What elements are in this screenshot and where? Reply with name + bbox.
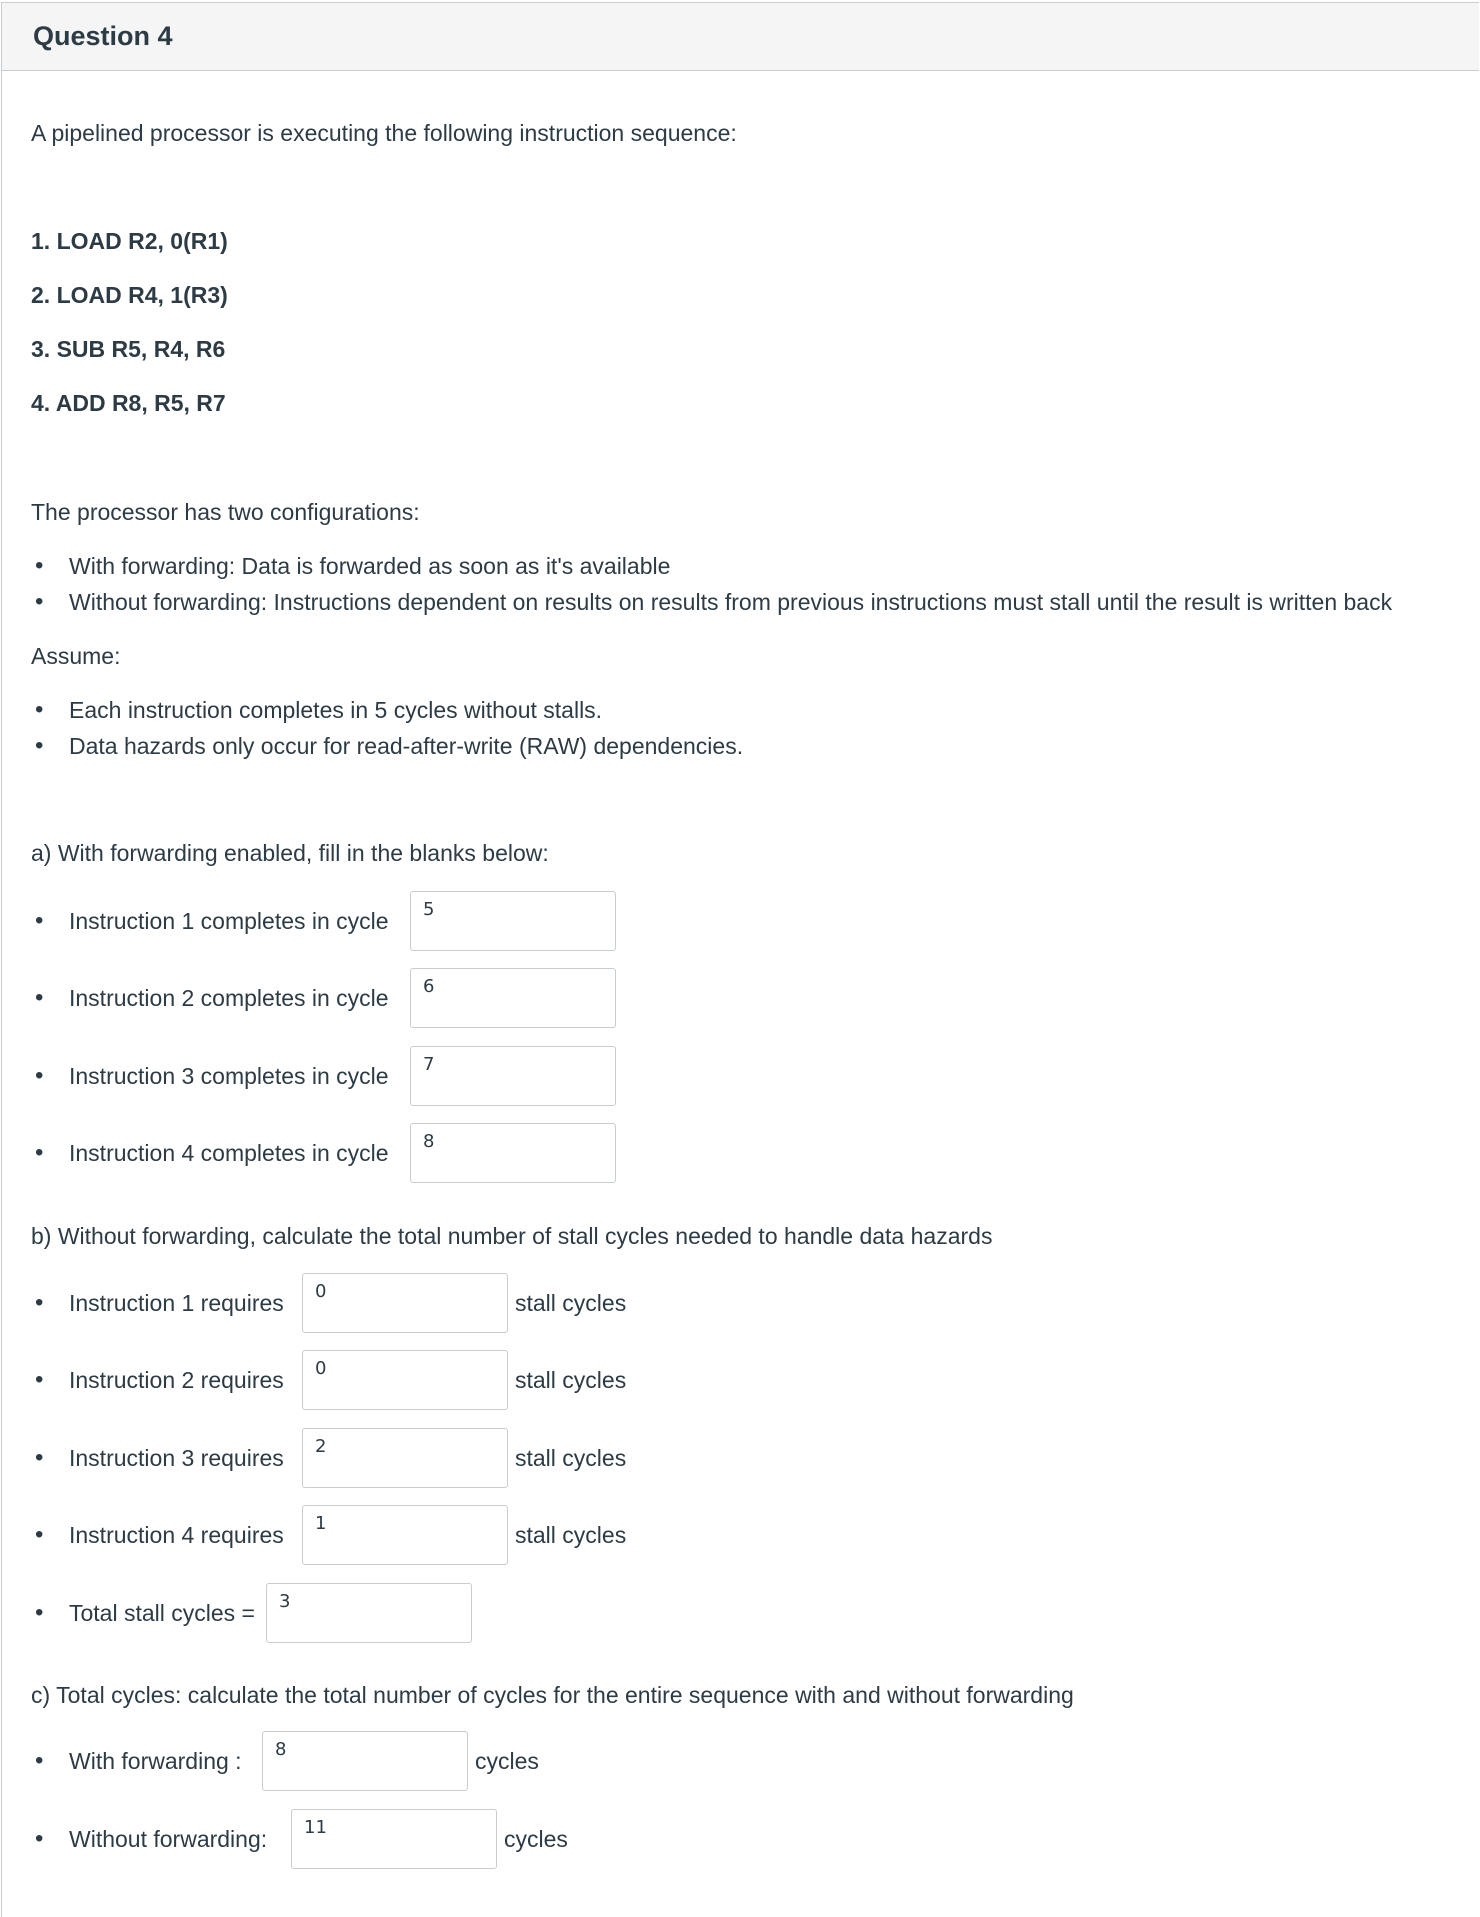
- bullet: •: [35, 1825, 44, 1852]
- bullet: •: [35, 1062, 44, 1089]
- part-b-heading: b) Without forwarding, calculate the total number of stall cycles needed to handle data hazards: [31, 1223, 993, 1249]
- row-suffix: stall cycles: [515, 1290, 627, 1316]
- part-c-heading: c) Total cycles: calculate the total number of cycles for the entire sequence with and without forwarding: [31, 1682, 1074, 1708]
- instruction-2-stall-input[interactable]: [302, 1350, 508, 1410]
- assumption-item: • Data hazards only occur for read-after-write (RAW) dependencies.: [31, 728, 743, 764]
- assume-heading: Assume:: [31, 643, 121, 669]
- instruction-line-3: 3. SUB R5, R4, R6: [31, 336, 226, 362]
- instruction-line-2: 2. LOAD R4, 1(R3): [31, 282, 228, 308]
- row-label: Instruction 1 completes in cycle: [69, 908, 389, 934]
- instruction-1-cycle-input[interactable]: [410, 891, 616, 951]
- question-intro: A pipelined processor is executing the following instruction sequence:: [31, 120, 737, 146]
- bullet: •: [35, 1521, 44, 1548]
- instruction-line-1: 1. LOAD R2, 0(R1): [31, 228, 228, 254]
- instruction-4-cycle-input[interactable]: [410, 1123, 616, 1183]
- config-item-no-forwarding: • Without forwarding: Instructions dependent on results on results from previous instructions must stall until the result is written back: [31, 584, 1392, 620]
- part-a-heading: a) With forwarding enabled, fill in the blanks below:: [31, 840, 549, 866]
- question-title: Question 4: [33, 21, 173, 51]
- instruction-line-4: 4. ADD R8, R5, R7: [31, 390, 226, 416]
- with-forwarding-cycles-input[interactable]: [262, 1731, 468, 1791]
- bullet: •: [35, 1366, 44, 1393]
- config-item-forwarding: • With forwarding: Data is forwarded as soon as it's available: [31, 548, 1392, 584]
- instruction-1-stall-input[interactable]: [302, 1273, 508, 1333]
- instruction-3-cycle-input[interactable]: [410, 1046, 616, 1106]
- row-label: Instruction 1 requires: [69, 1290, 284, 1316]
- row-label: With forwarding :: [69, 1748, 242, 1774]
- bullet: •: [35, 907, 44, 934]
- row-suffix: stall cycles: [515, 1367, 627, 1393]
- bullet: •: [35, 1747, 44, 1774]
- assumption-list: [31, 692, 743, 764]
- instruction-2-cycle-input[interactable]: [410, 968, 616, 1028]
- row-label: Instruction 4 requires: [69, 1522, 284, 1548]
- row-label: Total stall cycles =: [69, 1600, 255, 1626]
- row-label: Instruction 2 completes in cycle: [69, 985, 389, 1011]
- bullet: •: [35, 1599, 44, 1626]
- row-suffix: stall cycles: [515, 1522, 627, 1548]
- instruction-3-stall-input[interactable]: [302, 1428, 508, 1488]
- question-header: [2, 3, 1479, 71]
- config-heading: The processor has two configurations:: [31, 499, 420, 525]
- row-label: Instruction 2 requires: [69, 1367, 284, 1393]
- assumption-item: • Each instruction completes in 5 cycles without stalls.: [31, 692, 743, 728]
- instruction-4-stall-input[interactable]: [302, 1505, 508, 1565]
- bullet: •: [35, 984, 44, 1011]
- row-label: Without forwarding:: [69, 1826, 268, 1852]
- bullet: •: [35, 1289, 44, 1316]
- row-suffix: cycles: [475, 1748, 539, 1774]
- total-stall-input[interactable]: [266, 1583, 472, 1643]
- bullet: •: [35, 1444, 44, 1471]
- row-suffix: stall cycles: [515, 1445, 627, 1471]
- row-label: Instruction 3 requires: [69, 1445, 284, 1471]
- config-list: [31, 548, 1392, 620]
- row-label: Instruction 4 completes in cycle: [69, 1140, 389, 1166]
- bullet: •: [35, 1139, 44, 1166]
- without-forwarding-cycles-input[interactable]: [291, 1809, 497, 1869]
- row-label: Instruction 3 completes in cycle: [69, 1063, 389, 1089]
- row-suffix: cycles: [504, 1826, 568, 1852]
